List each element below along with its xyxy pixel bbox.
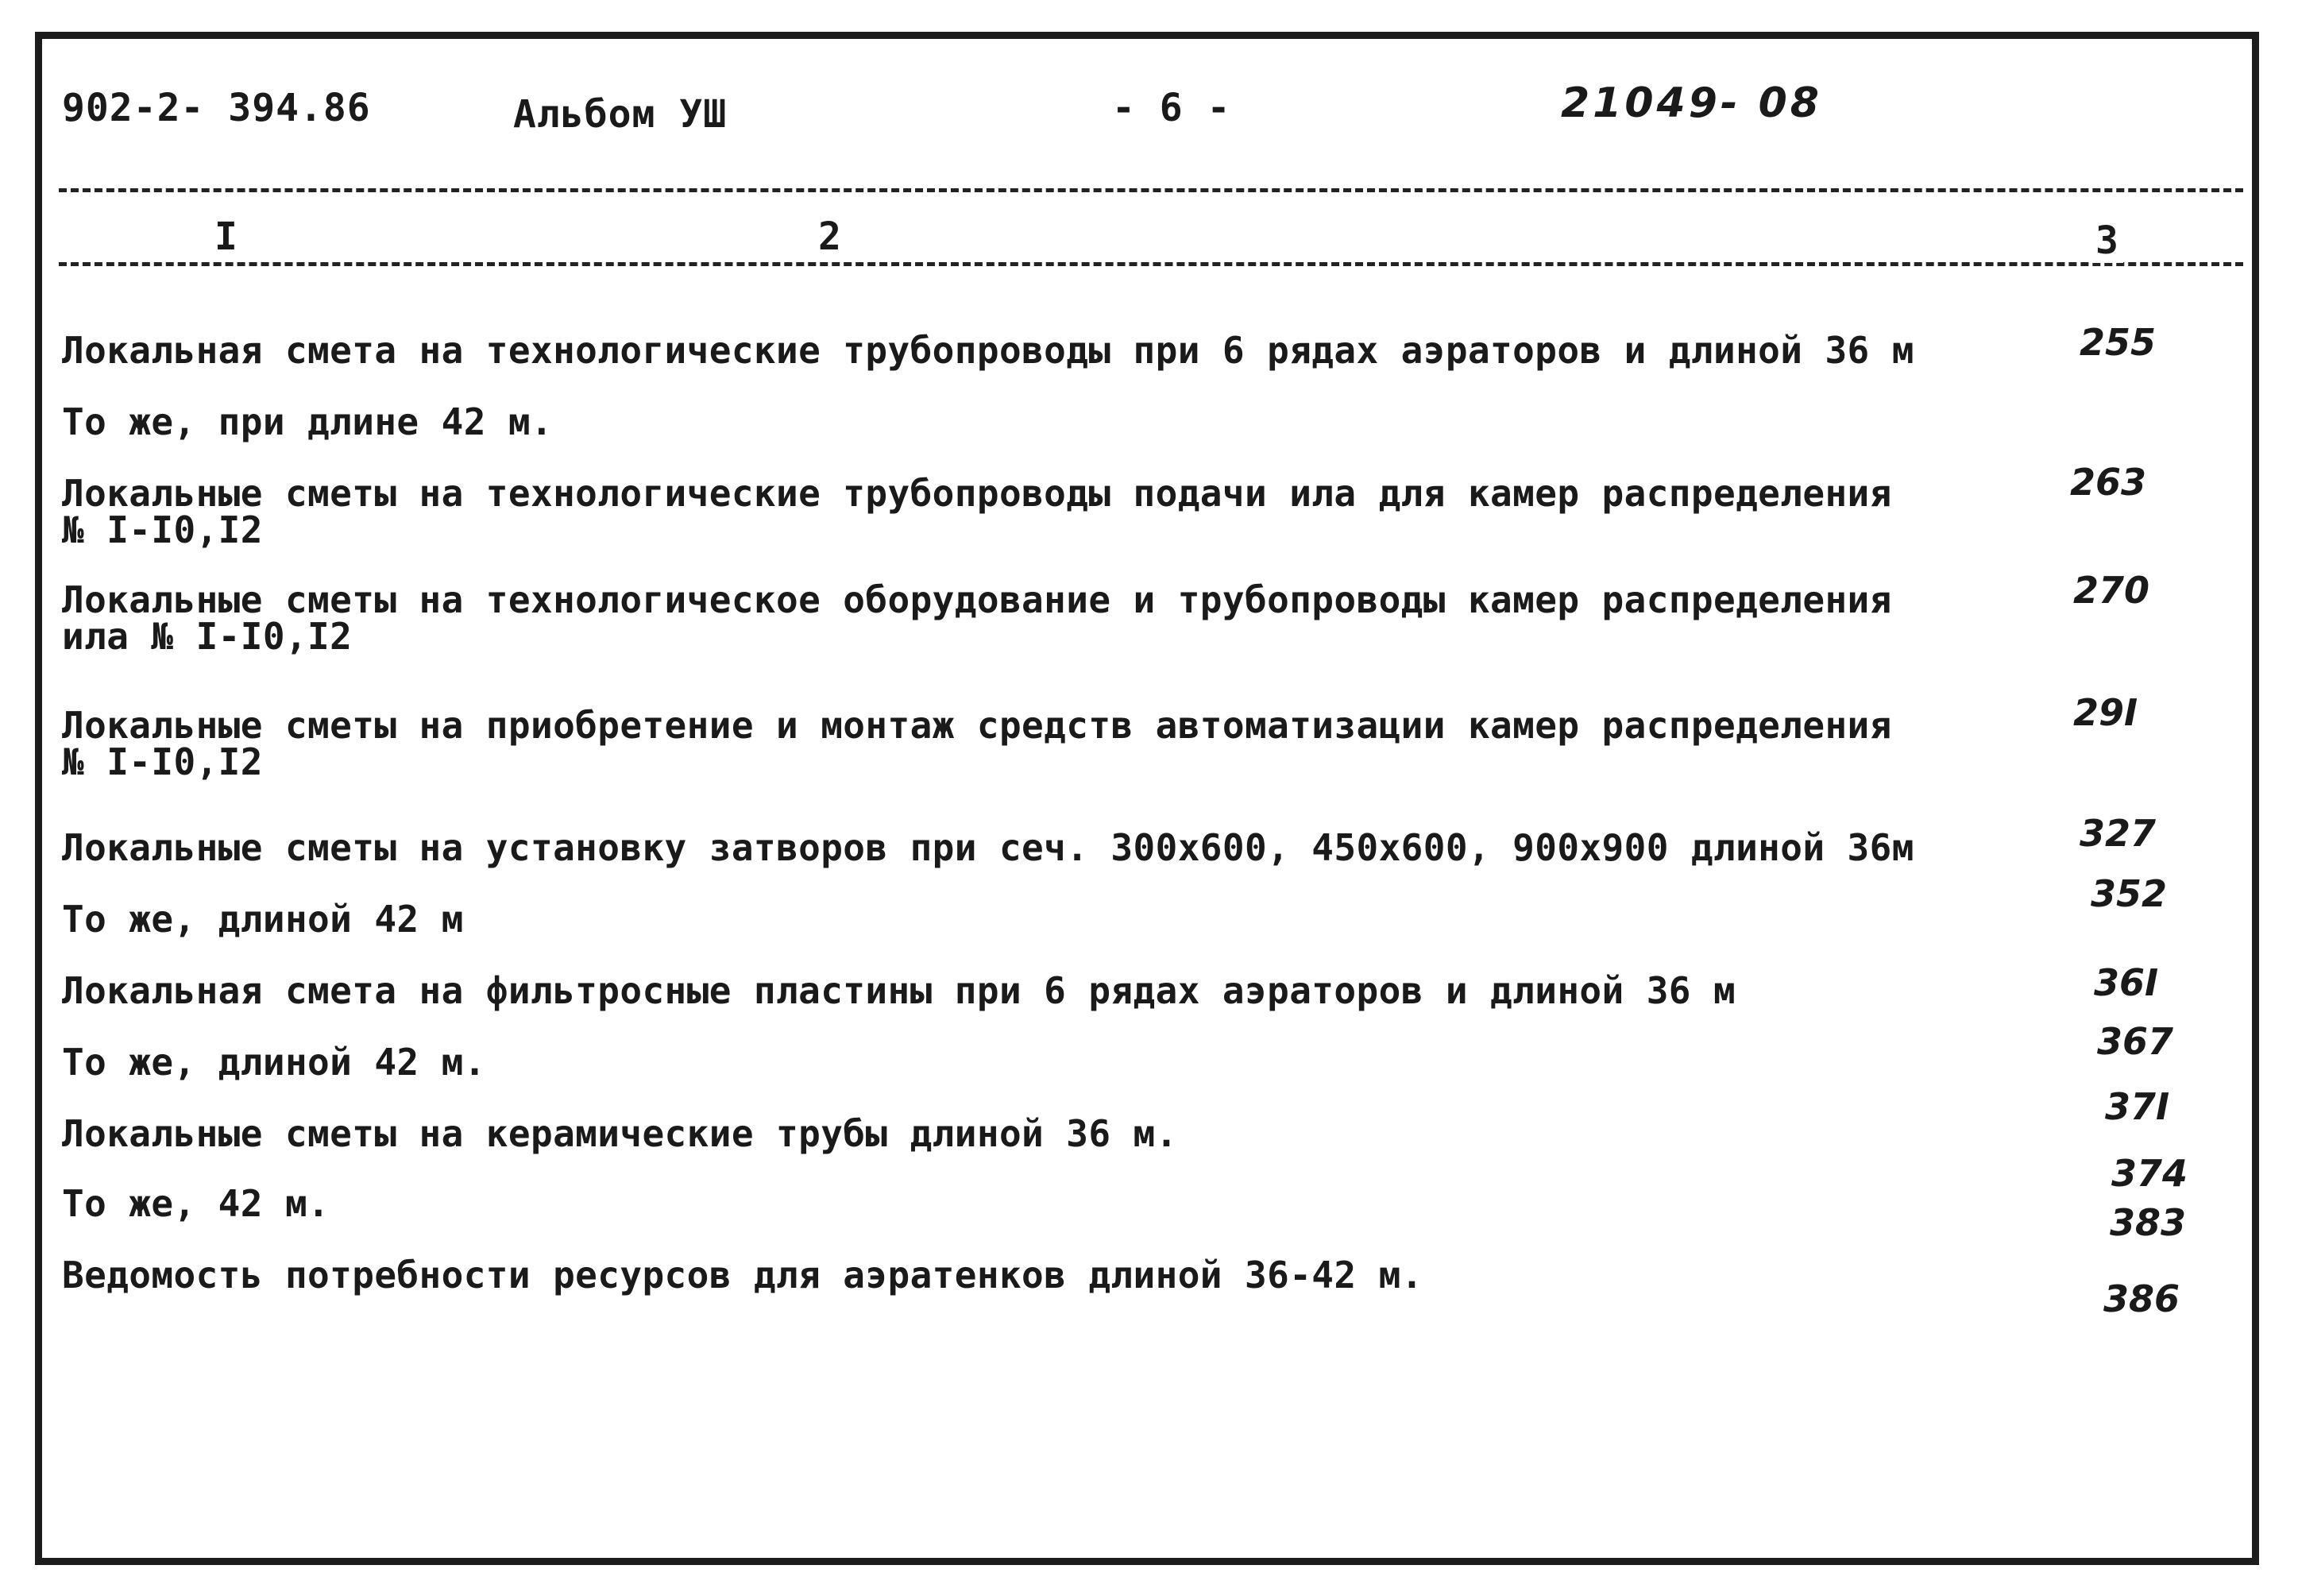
list-item-text: То же, длиной 42 м (62, 898, 464, 941)
list-item-page: 255 (2080, 321, 2157, 364)
list-item-text: Ведомость потребности ресурсов для аэратенков длиной 36-42 м. (62, 1254, 1423, 1297)
list-item-page: 367 (2097, 1020, 2174, 1063)
album-label: Альбом УШ (513, 92, 728, 137)
list-item-page: 270 (2073, 569, 2150, 612)
list-item-page: 327 (2080, 812, 2157, 855)
column-3-label: 3 (2091, 218, 2123, 263)
column-1-label: I (210, 214, 242, 259)
list-item-page: 29I (2073, 691, 2138, 734)
list-item-text: Локальные сметы на технологическое оборудование и трубопроводы камер распределения ила № I-I0,I2 (62, 578, 1892, 658)
list-item-text: Локальные сметы на приобретение и монтаж средств автоматизации камер распределения № I-I0,I2 (62, 704, 1892, 783)
list-item-text: Локальные сметы на технологические трубопроводы подачи ила для камер распределения № I-I0,I2 (62, 472, 1892, 551)
list-item-page: 383 (2110, 1201, 2187, 1244)
list-item-page: 263 (2070, 461, 2147, 504)
list-item-text: Локальные сметы на установку затворов при сеч. 300х600, 450х600, 900х900 длиной 36м (62, 826, 1914, 869)
list-item-page: 386 (2103, 1277, 2180, 1320)
column-2-label: 2 (813, 214, 846, 259)
list-item-text: То же, длиной 42 м. (62, 1041, 486, 1084)
list-item-page: 37I (2105, 1085, 2170, 1128)
inventory-number: 21049- 08 (1561, 79, 1822, 127)
list-item-text: Локальная смета на фильтросные пластины при 6 рядах аэраторов и длиной 36 м (62, 969, 1736, 1012)
list-item-text: Локальные сметы на керамические трубы длиной 36 м. (62, 1112, 1178, 1155)
list-item-text: То же, 42 м. (62, 1182, 330, 1225)
divider-bottom (59, 262, 2243, 266)
list-item-text: То же, при длине 42 м. (62, 400, 554, 443)
page-number: - 6 - (1112, 86, 1231, 130)
divider-top (59, 188, 2243, 192)
list-item-page: 374 (2111, 1152, 2188, 1195)
list-item-text: Локальная смета на технологические трубопроводы при 6 рядах аэраторов и длиной 36 м (62, 329, 1914, 372)
doc-code: 902-2- 394.86 (62, 86, 371, 130)
list-item-page: 36I (2094, 961, 2159, 1004)
list-item-page: 352 (2091, 872, 2168, 915)
